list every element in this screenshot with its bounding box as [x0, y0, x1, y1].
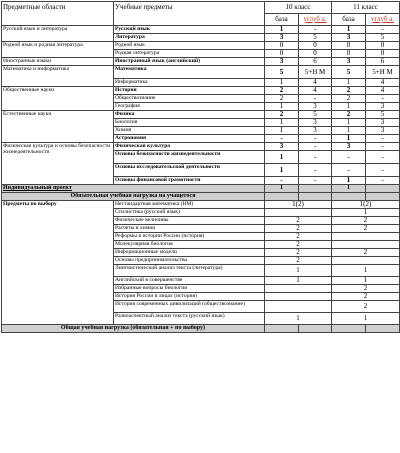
g10-base: 5	[265, 66, 299, 79]
table-row	[2, 111, 400, 119]
subject-cell: Обществознание	[114, 95, 265, 103]
g11-base: 2	[332, 95, 366, 103]
g10-base: 1	[265, 103, 299, 111]
table-row	[2, 42, 400, 50]
elective-g10	[265, 293, 332, 301]
g10-base: 0	[265, 50, 299, 58]
subject-cell: Биология	[114, 119, 265, 127]
g10-base: 1	[265, 185, 299, 193]
subject-cell: Физика	[114, 111, 265, 119]
elective-subject-cell: Разноаспектный анализ текста (русский язык)	[114, 313, 265, 325]
g11-base: 0	[332, 42, 366, 50]
empty-cell	[299, 325, 332, 333]
g10-base: 3	[265, 58, 299, 66]
subject-cell: География	[114, 103, 265, 111]
g11-adv	[366, 185, 400, 193]
empty-cell	[299, 193, 332, 201]
g11-adv: -	[366, 151, 400, 164]
area-cell: Русский язык и литература	[2, 26, 114, 42]
g11-adv: 3	[366, 119, 400, 127]
elective-g10	[265, 285, 332, 293]
g11-base: -	[332, 151, 366, 164]
g10-adv: 4	[299, 87, 332, 95]
subject-cell: Физическая культура	[114, 143, 265, 151]
g11-base: 1	[332, 26, 366, 34]
table-row	[2, 325, 400, 333]
subject-cell: Основы исследовательской деятельности	[114, 164, 265, 177]
g11-adv: 4	[366, 87, 400, 95]
area-cell: Математика и информатика	[2, 66, 114, 87]
g10-adv: 0	[299, 50, 332, 58]
g11-base: -	[332, 164, 366, 177]
g11-adv: 3	[366, 127, 400, 135]
g10-adv: 4	[299, 79, 332, 87]
table-row	[2, 143, 400, 151]
elective-subject-cell: Английский в совершенстве	[114, 277, 265, 285]
elective-g11: 2	[332, 293, 400, 301]
g11-base: 1	[332, 177, 366, 185]
g10-adv: 3	[299, 119, 332, 127]
g10-base: 3	[265, 143, 299, 151]
g11-adv: 5	[366, 111, 400, 119]
g10-base: 1	[265, 164, 299, 177]
g10-adv: -	[299, 151, 332, 164]
empty-cell	[366, 325, 400, 333]
area-cell: Естественные науки	[2, 111, 114, 143]
elective-subject-cell: Информационные модели	[114, 249, 265, 257]
subject-cell: Основы финансовой грамотности	[114, 177, 265, 185]
elective-subject-cell: Основы предпринимательства	[114, 257, 265, 265]
g11-base: 1	[332, 185, 366, 193]
empty-cell	[332, 325, 366, 333]
elective-g11: 1	[332, 277, 400, 285]
header-areas: Предметные области	[2, 2, 114, 26]
subject-cell: Основы безопасности жизнедеятельности	[114, 151, 265, 164]
g10-adv: 0	[299, 42, 332, 50]
g11-adv: -	[366, 177, 400, 185]
g10-adv: 3	[299, 127, 332, 135]
g11-adv: -	[366, 143, 400, 151]
elective-subject-cell: Молекулярная биология	[114, 241, 265, 249]
table-row	[2, 87, 400, 95]
table-row	[2, 26, 400, 34]
elective-g10: 2	[265, 217, 332, 225]
g10-adv: -	[299, 177, 332, 185]
g10-base: -	[265, 177, 299, 185]
individual-project-label: Индивидуальный проект	[2, 185, 265, 193]
elective-g10: 2	[265, 257, 332, 265]
g10-adv: 5	[299, 111, 332, 119]
empty-cell	[332, 193, 366, 201]
subject-cell: Родной язык	[114, 42, 265, 50]
header-g11-base: база	[332, 14, 366, 26]
g10-base: 1	[265, 26, 299, 34]
subject-cell: Родная литература	[114, 50, 265, 58]
elective-subject-cell: Расчеты в химии	[114, 225, 265, 233]
elective-g11: 2	[332, 217, 400, 225]
header-g10-adv: углуб а.	[299, 14, 332, 26]
g10-base: 1	[265, 119, 299, 127]
empty-cell	[265, 325, 299, 333]
g11-base: 3	[332, 34, 366, 42]
g11-base: 5	[332, 66, 366, 79]
g11-base: 1	[332, 119, 366, 127]
empty-cell	[265, 193, 299, 201]
subject-cell: Русский язык	[114, 26, 265, 34]
g11-adv: 0	[366, 42, 400, 50]
g11-adv: 3	[366, 103, 400, 111]
area-cell: Родной язык и родная литература	[2, 42, 114, 58]
g11-adv: -	[366, 95, 400, 103]
elective-g10: 1(2)	[265, 201, 332, 209]
elective-g11: 1	[332, 265, 400, 277]
g10-base: 0	[265, 42, 299, 50]
g11-base: 2	[332, 87, 366, 95]
elective-subject-cell: История России в лицах (история)	[114, 293, 265, 301]
g10-base: 2	[265, 111, 299, 119]
g11-adv: -	[366, 135, 400, 143]
subject-cell: Математика	[114, 66, 265, 79]
header-subjects: Учебные предметы	[114, 2, 265, 26]
empty-cell	[366, 193, 400, 201]
g11-adv: 5+Н М	[366, 66, 400, 79]
g10-base: 3	[265, 34, 299, 42]
elective-g11	[332, 241, 400, 249]
subject-cell: Астрономия	[114, 135, 265, 143]
g11-adv: 4	[366, 79, 400, 87]
subject-cell: Химия	[114, 127, 265, 135]
elective-g10: 2	[265, 249, 332, 257]
g10-adv: 3	[299, 103, 332, 111]
g11-adv: -	[366, 164, 400, 177]
g10-adv: -	[299, 26, 332, 34]
subject-cell: Информатика	[114, 79, 265, 87]
table-row	[2, 185, 400, 193]
area-cell: Общественные науки	[2, 87, 114, 111]
elective-g10: 2	[265, 233, 332, 241]
g10-adv: 5	[299, 34, 332, 42]
subject-cell: Иностранный язык (английский)	[114, 58, 265, 66]
elective-g10: 2	[265, 225, 332, 233]
elective-subject-cell: Избранные вопросы биологии	[114, 285, 265, 293]
g10-adv	[299, 185, 332, 193]
g11-base: 0	[332, 50, 366, 58]
g10-adv: -	[299, 164, 332, 177]
table-row	[2, 58, 400, 66]
elective-g10: 1	[265, 277, 332, 285]
elective-subject-cell: Физические величины	[114, 217, 265, 225]
elective-g10	[265, 209, 332, 217]
g10-adv: -	[299, 95, 332, 103]
total-load-label: Общая учебная нагрузка (обязательная + по выбору)	[2, 325, 265, 333]
g11-base: 1	[332, 79, 366, 87]
g11-adv: 6	[366, 58, 400, 66]
g10-base: 1	[265, 151, 299, 164]
g11-base: 2	[332, 111, 366, 119]
mandatory-load-label: Обязательная учебная нагрузка на учащегося	[2, 193, 265, 201]
table-row	[2, 193, 400, 201]
g10-base: 1	[265, 127, 299, 135]
g10-adv: 6	[299, 58, 332, 66]
elective-area-cell: Предметы по выбору	[2, 201, 114, 325]
curriculum-table	[1, 1, 400, 333]
subject-cell: История	[114, 87, 265, 95]
elective-subject-cell: Нестандартная математика (НМ)	[114, 201, 265, 209]
elective-g11	[332, 257, 400, 265]
elective-g11: 1	[332, 209, 400, 217]
header-grade11: 11 класс	[332, 2, 400, 14]
g11-adv: 5	[366, 34, 400, 42]
elective-g11: 2	[332, 301, 400, 313]
g10-base: -	[265, 135, 299, 143]
g11-adv: -	[366, 26, 400, 34]
area-cell: Иностранные языки	[2, 58, 114, 66]
g10-adv: -	[299, 135, 332, 143]
header-g11-adv: углуб а.	[366, 14, 400, 26]
elective-g11: 2	[332, 285, 400, 293]
elective-subject-cell: Реформы в истории России (история)	[114, 233, 265, 241]
header-grade10: 10 класс	[265, 2, 332, 14]
elective-row	[2, 201, 400, 209]
g11-base: 3	[332, 143, 366, 151]
g10-base: 2	[265, 95, 299, 103]
elective-subject-cell: Лингвистический анализ текста (литература)	[114, 265, 265, 277]
elective-g11	[332, 233, 400, 241]
elective-g11: 2	[332, 225, 400, 233]
elective-g10: 2	[265, 241, 332, 249]
elective-g10: 1	[265, 265, 332, 277]
g10-adv: -	[299, 143, 332, 151]
g11-base: 1	[332, 135, 366, 143]
elective-subject-cell: История современных цивилизаций (обществознание)	[114, 301, 265, 313]
table-row	[2, 66, 400, 79]
elective-g10	[265, 301, 332, 313]
g10-base: 1	[265, 79, 299, 87]
subject-cell: Литература	[114, 34, 265, 42]
g11-base: 1	[332, 127, 366, 135]
elective-subject-cell: Стилистика (русский язык)	[114, 209, 265, 217]
g11-base: 3	[332, 58, 366, 66]
elective-g11: 2	[332, 249, 400, 257]
g11-adv: 0	[366, 50, 400, 58]
elective-g11: 1	[332, 313, 400, 325]
area-cell: Физическая культура и основы безопасности жизнедеятельности	[2, 143, 114, 185]
g10-adv: 5+Н М	[299, 66, 332, 79]
g10-base: 2	[265, 87, 299, 95]
elective-g10: 1	[265, 313, 332, 325]
g11-base: 1	[332, 103, 366, 111]
elective-g11: 1(2)	[332, 201, 400, 209]
header-g10-base: база	[265, 14, 299, 26]
